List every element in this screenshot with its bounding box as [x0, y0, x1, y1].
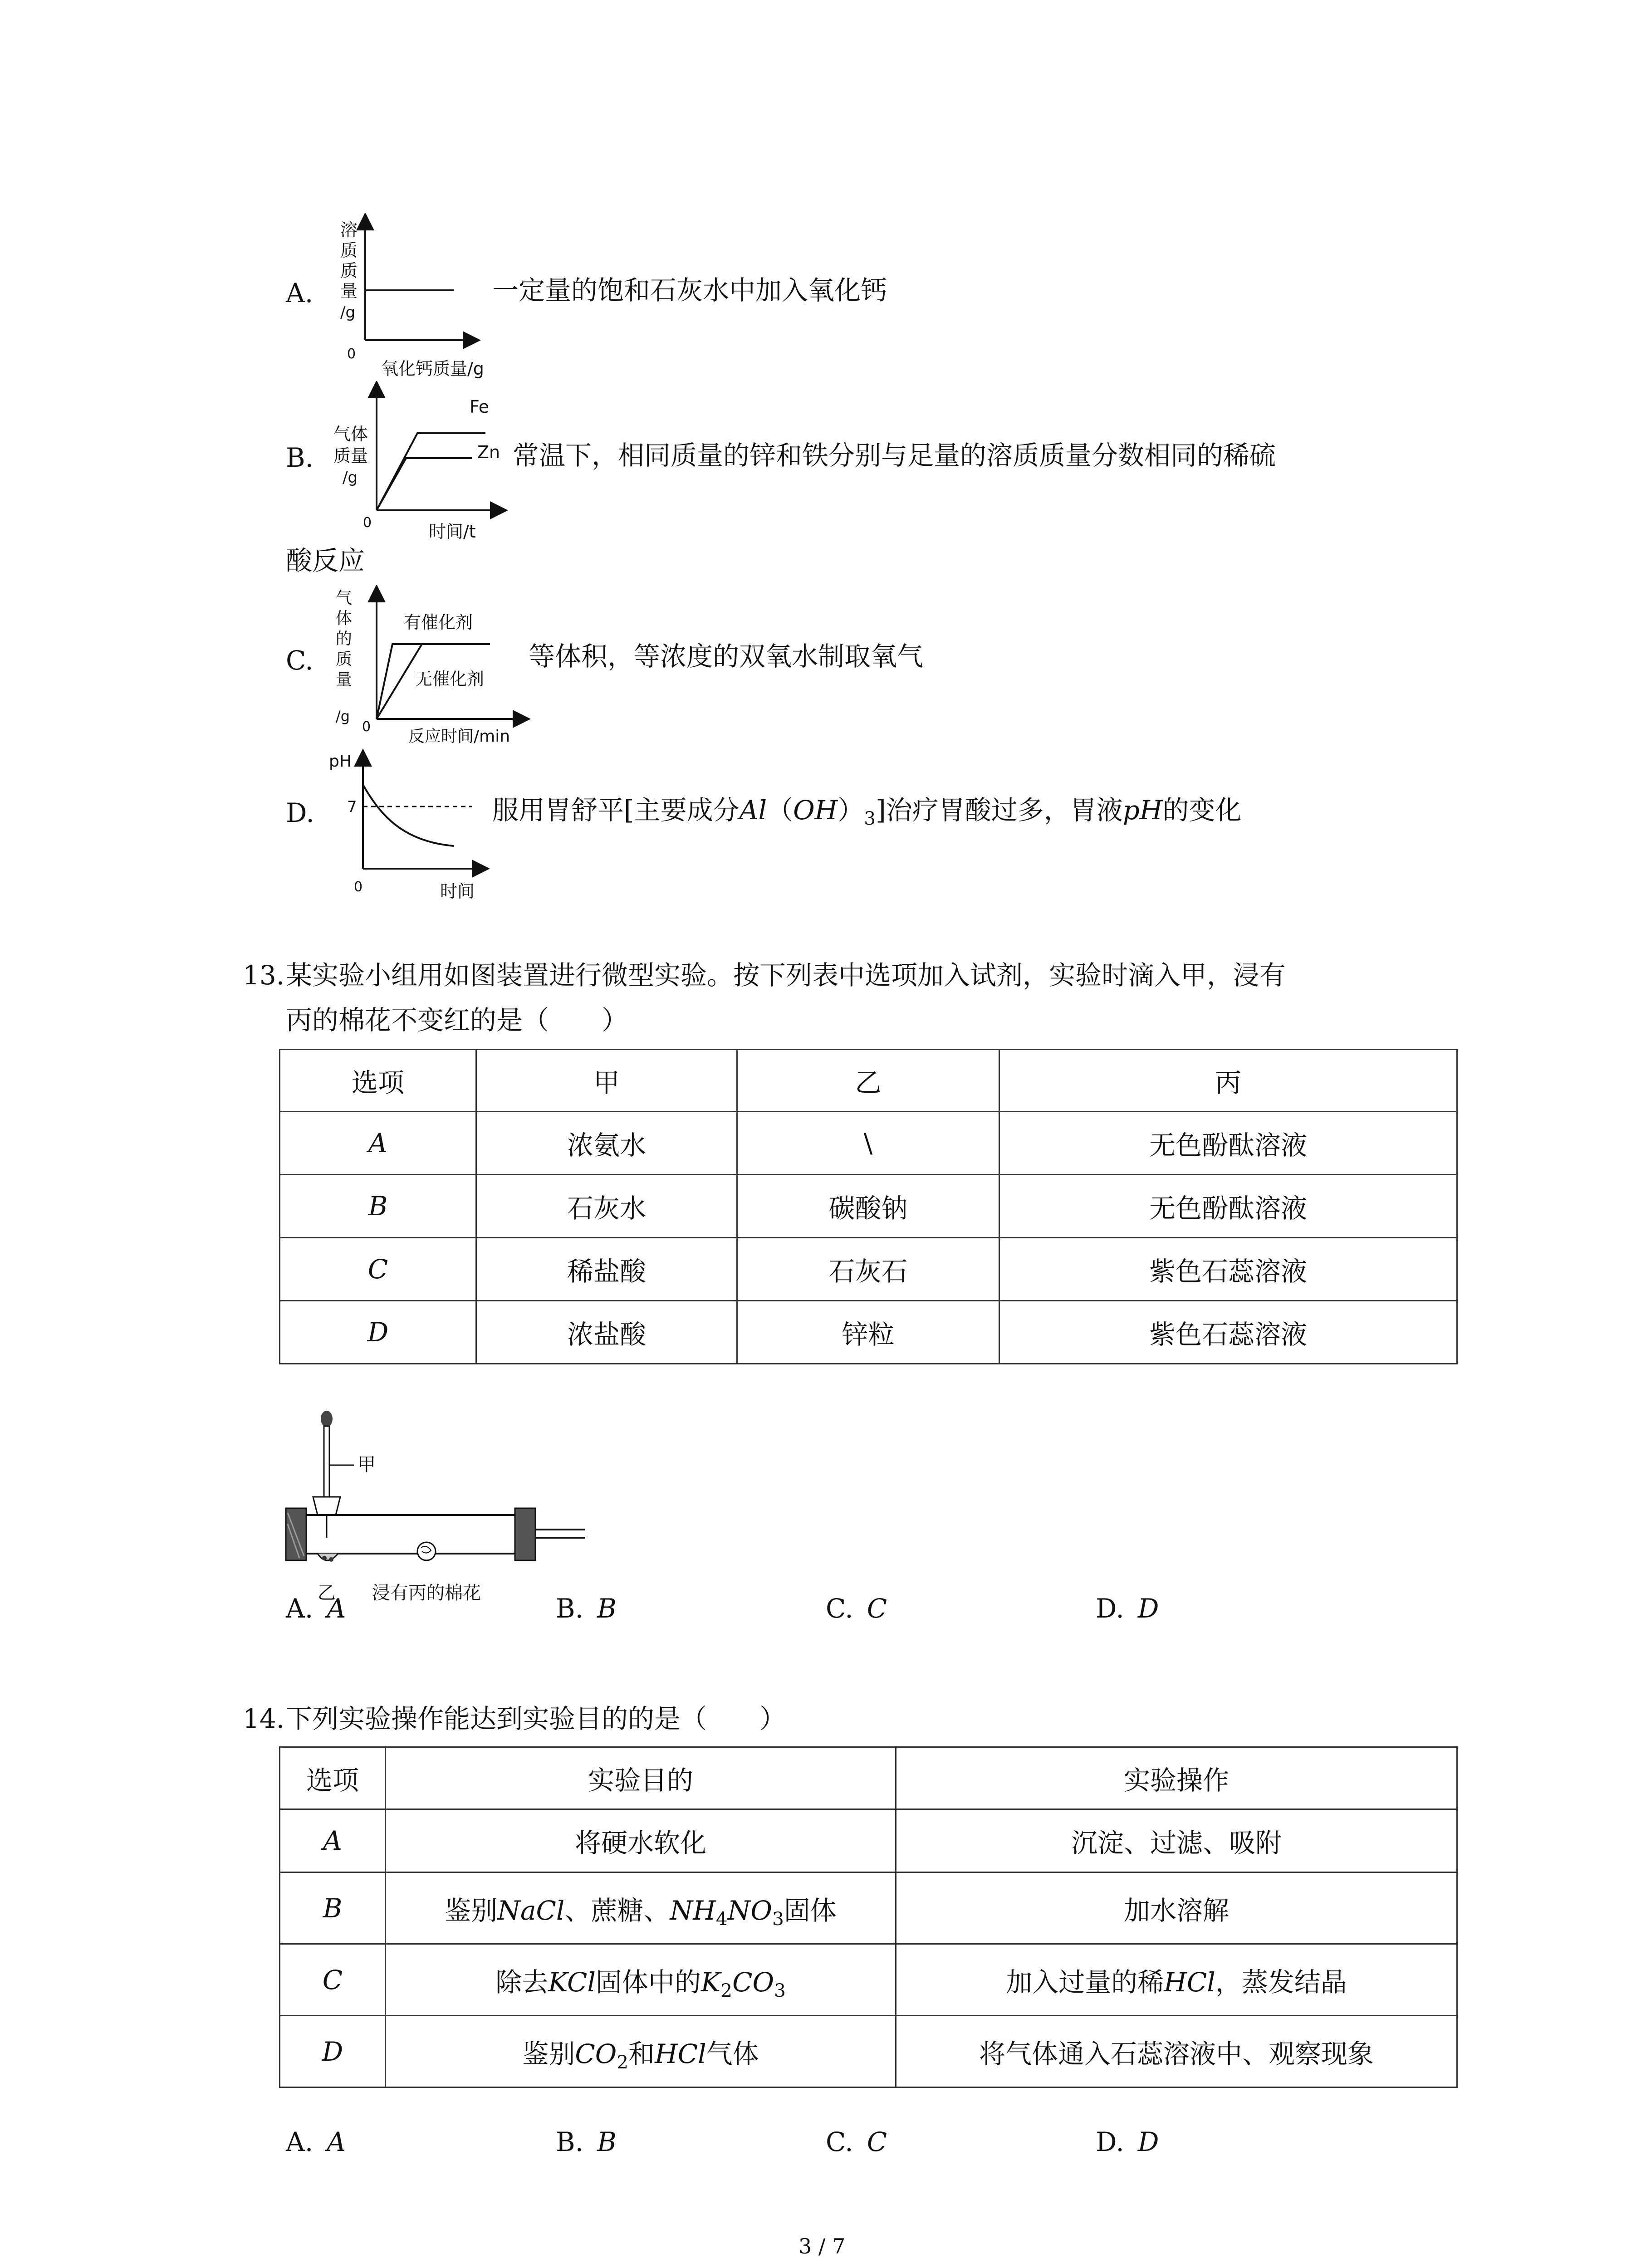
- q14-option-d[interactable]: D. D: [1096, 2126, 1159, 2157]
- q12-a-ylabel-0: 溶: [340, 220, 358, 240]
- table-row: [280, 2016, 1457, 2087]
- q12-c-ylabel-5: /g: [336, 708, 350, 725]
- q12-c-ylabel-1: 体: [336, 609, 353, 628]
- table-row: [280, 1809, 1457, 1872]
- q12-c-ylabel-3: 质: [336, 650, 353, 669]
- table-row: [280, 1175, 1457, 1238]
- q12-chart-d-curve: [363, 785, 454, 846]
- table-row: [280, 1944, 1457, 2016]
- q12-chart-c: [318, 585, 554, 753]
- q12-option-a-text: 一定量的饱和石灰水中加入氧化钙: [492, 275, 887, 306]
- q13-cell: C: [367, 1254, 388, 1285]
- q12-option-b-text-cont: 酸反应: [286, 545, 365, 576]
- q13-cell: A: [368, 1128, 387, 1158]
- q12-option-a-letter: A.: [286, 278, 314, 308]
- q14-header-0: 选项: [280, 1747, 386, 1809]
- q12-a-xlabel: 氧化钙质量/g: [381, 359, 484, 379]
- q12-b-fe-label: Fe: [470, 397, 490, 417]
- q14-header-1: 实验目的: [386, 1747, 896, 1809]
- q12-b-xlabel: 时间/t: [429, 522, 476, 542]
- q12-d-ylabel: pH: [329, 752, 352, 771]
- q13-cell: 碳酸钠: [737, 1175, 999, 1238]
- q12-c-ylabel-4: 量: [336, 670, 353, 689]
- q12-chart-b-fe-line: [377, 433, 485, 510]
- q14-cell-goal: 将硬水软化: [386, 1809, 896, 1872]
- q12-c-line1-label: 有催化剂: [404, 612, 473, 632]
- q14-cell-goal: 鉴别$CO_2$和HCl气体: [386, 2016, 896, 2087]
- q12-b-ylabel-2: /g: [343, 469, 358, 487]
- q12-d-origin: 0: [354, 879, 363, 895]
- q14-cell-opt: A: [323, 1825, 342, 1856]
- q14-cell-opt: D: [322, 2036, 343, 2067]
- q14-cell-op: 沉淀、过滤、吸附: [896, 1809, 1457, 1872]
- q12-option-c-letter: C.: [286, 645, 314, 676]
- table-row: [280, 1238, 1457, 1301]
- q13-option-c[interactable]: C. C: [826, 1593, 887, 1624]
- q12-b-zn-label: Zn: [477, 442, 500, 462]
- q14-option-b[interactable]: B. B: [556, 2126, 617, 2157]
- q13-cell: 无色酚酞溶液: [999, 1112, 1457, 1175]
- q12-a-ylabel-1: 质: [340, 240, 358, 260]
- q13-option-d[interactable]: D. D: [1096, 1593, 1159, 1624]
- q12-d-xlabel: 时间: [440, 881, 475, 901]
- q12-c-ylabel-2: 的: [336, 630, 353, 648]
- q12-option-c-text: 等体积，等浓度的双氧水制取氧气: [529, 641, 924, 672]
- table-row: [280, 1112, 1457, 1175]
- q14-cell-op: 将气体通入石蕊溶液中、观察现象: [896, 2016, 1457, 2087]
- q12-b-ylabel-0: 气体: [333, 424, 368, 444]
- q14-cell-op: 加水溶解: [896, 1872, 1457, 1944]
- q13-cell: 浓盐酸: [476, 1301, 737, 1364]
- dropper-tube: [324, 1426, 329, 1499]
- q12-b-origin: 0: [363, 515, 372, 531]
- q14-cell-goal: 鉴别NaCl、蔗糖、$NH_4NO_3$固体: [386, 1872, 896, 1944]
- page-number: 3 / 7: [798, 2234, 846, 2258]
- q13-header-3: 丙: [999, 1050, 1457, 1112]
- q12-a-ylabel-3: 量: [340, 281, 358, 301]
- q12-a-ylabel-2: 质: [340, 261, 358, 281]
- q13-cell: 紫色石蕊溶液: [999, 1238, 1457, 1301]
- q12-chart-b: [318, 381, 535, 549]
- q13-table: [279, 1049, 1458, 1364]
- q12-b-ylabel-1: 质量: [333, 446, 368, 466]
- q13-fig-label-jia: 甲: [358, 1454, 376, 1475]
- q14-cell-goal: 除去KCl固体中的$K_2CO_3$: [386, 1944, 896, 2016]
- q13-cell: 锌粒: [737, 1301, 999, 1364]
- q12-option-d-letter: D.: [286, 797, 314, 828]
- q13-cell: D: [367, 1317, 389, 1348]
- solid-yi: [318, 1554, 338, 1560]
- q12-option-b-text: 常温下，相同质量的锌和铁分别与足量的溶质质量分数相同的稀硫: [513, 440, 1276, 471]
- q13-option-b[interactable]: B. B: [556, 1593, 617, 1624]
- q12-option-b-letter: B.: [286, 442, 314, 473]
- q12-c-ylabel-0: 气: [336, 589, 353, 607]
- q14-stem: 下列实验操作能达到实验目的的是（ ）: [286, 1703, 786, 1734]
- q13-cell: 石灰水: [476, 1175, 737, 1238]
- q13-fig-label-cotton: 浸有丙的棉花: [372, 1583, 481, 1603]
- table-row: [280, 1301, 1457, 1364]
- q13-header-0: 选项: [280, 1050, 476, 1112]
- q14-cell-opt: B: [323, 1892, 343, 1924]
- q13-cell: \: [737, 1112, 999, 1175]
- q14-number: 14.: [243, 1703, 285, 1734]
- q12-c-xlabel: 反应时间/min: [408, 727, 510, 746]
- q13-number: 13.: [243, 960, 285, 991]
- q12-c-origin: 0: [362, 719, 371, 735]
- q14-header-2: 实验操作: [896, 1747, 1457, 1809]
- q13-cell: B: [368, 1191, 388, 1222]
- q14-cell-opt: C: [322, 1964, 343, 1995]
- q13-header-2: 乙: [737, 1050, 999, 1112]
- q14-cell-op: 加入过量的稀HCl，蒸发结晶: [896, 1944, 1457, 2016]
- right-stopper: [515, 1508, 535, 1560]
- q14-table: [279, 1746, 1458, 2088]
- q13-cell: 无色酚酞溶液: [999, 1175, 1457, 1238]
- dropper-bulb: [321, 1411, 333, 1427]
- q12-chart-d: [318, 748, 522, 907]
- q13-cell: 浓氨水: [476, 1112, 737, 1175]
- q14-option-c[interactable]: C. C: [826, 2126, 887, 2157]
- q12-chart-b-zn-line: [377, 458, 472, 510]
- q12-a-origin: 0: [347, 346, 356, 362]
- cotton-ball: [417, 1542, 436, 1560]
- q13-header-1: 甲: [476, 1050, 737, 1112]
- q12-a-ylabel-4: /g: [340, 303, 356, 322]
- q12-c-line2-label: 无催化剂: [415, 669, 485, 689]
- q12-option-d-text: 服用胃舒平[主要成分$Al(OH)_3$]治疗胃酸过多，胃液pH的变化: [492, 795, 1242, 830]
- q14-option-a[interactable]: A. A: [286, 2126, 346, 2157]
- q12-d-tick-7: 7: [347, 798, 357, 816]
- q13-fig-label-yi: 乙: [318, 1583, 336, 1603]
- q13-stem-line1: 某实验小组用如图装置进行微型实验。按下列表中选项加入试剂，实验时滴入甲，浸有: [286, 960, 1286, 991]
- table-row: [280, 1872, 1457, 1944]
- q13-apparatus-figure: [277, 1406, 603, 1606]
- q13-option-a[interactable]: A. A: [286, 1593, 346, 1624]
- q13-stem-line2: 丙的棉花不变红的是（ ）: [286, 1005, 628, 1036]
- q13-cell: 石灰石: [737, 1238, 999, 1301]
- q13-cell: 稀盐酸: [476, 1238, 737, 1301]
- q13-cell: 紫色石蕊溶液: [999, 1301, 1457, 1364]
